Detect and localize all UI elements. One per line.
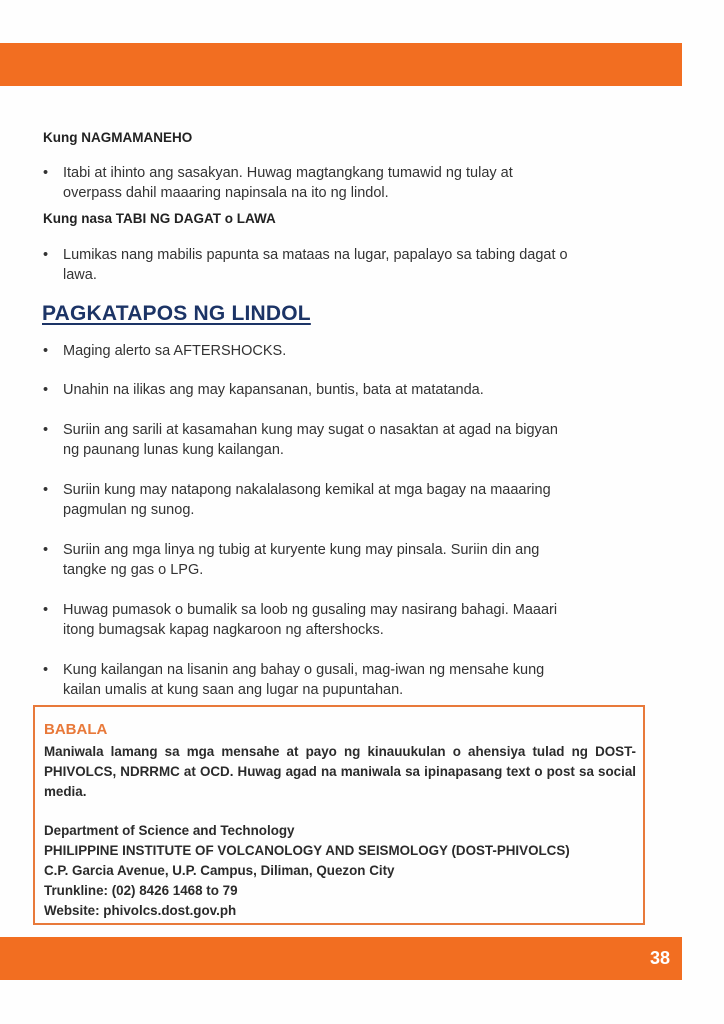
bullet-icon: • xyxy=(43,382,49,398)
bullet-icon: • xyxy=(43,247,49,263)
bullet-text-line: Lumikas nang mabilis papunta sa mataas na lugar, papalayo sa tabing dagat o xyxy=(63,247,568,263)
department-name: Department of Science and Technology xyxy=(44,823,295,838)
driving-heading: Kung NAGMAMANEHO xyxy=(43,130,193,145)
warning-title: BABALA xyxy=(44,721,108,738)
bullet-text-line: ng paunang lunas kung kailangan. xyxy=(63,442,284,458)
institute-name: PHILIPPINE INSTITUTE OF VOLCANOLOGY AND SEISMOLOGY (DOST-PHIVOLCS) xyxy=(44,843,570,858)
section-title: PAGKATAPOS NG LINDOL xyxy=(42,302,311,325)
bullet-text-line: lawa. xyxy=(63,267,97,283)
trunkline: Trunkline: (02) 8426 1468 to 79 xyxy=(44,883,238,898)
bullet-icon: • xyxy=(43,482,49,498)
bullet-text-line: overpass dahil maaaring napinsala na ito ng lindol. xyxy=(63,185,389,201)
bullet-text-line: Kung kailangan na lisanin ang bahay o gusali, mag-iwan ng mensahe kung xyxy=(63,662,545,678)
bullet-text-line: Unahin na ilikas ang may kapansanan, buntis, bata at matatanda. xyxy=(63,382,484,398)
bullet-icon: • xyxy=(43,422,49,438)
shore-heading: Kung nasa TABI NG DAGAT o LAWA xyxy=(43,211,276,226)
warning-message: Maniwala lamang sa mga mensahe at payo ng kinauukulan o ahensiya tulad ng DOST-PHIVOLCS, NDRRMC at OCD. Huwag agad na maniwala sa ipinapasang text o post sa social media. xyxy=(44,744,636,799)
address: C.P. Garcia Avenue, U.P. Campus, Diliman, Quezon City xyxy=(44,863,395,878)
bullet-icon: • xyxy=(43,165,49,181)
bullet-text-line: Huwag pumasok o bumalik sa loob ng gusaling may nasirang bahagi. Maaari xyxy=(63,602,558,618)
bullet-text-line: Suriin kung may natapong nakalalasong kemikal at mga bagay na maaaring xyxy=(63,482,551,498)
warning-box xyxy=(33,705,645,925)
header-bar xyxy=(0,43,682,86)
bullet-icon: • xyxy=(43,602,49,618)
bullet-text-line: itong bumagsak kapag nagkaroon ng aftershocks. xyxy=(63,622,384,638)
bullet-text-line: Itabi at ihinto ang sasakyan. Huwag magtangkang tumawid ng tulay at xyxy=(63,165,513,181)
bullet-text-line: kailan umalis at kung saan ang lugar na pupuntahan. xyxy=(63,682,404,698)
bullet-icon: • xyxy=(43,662,49,678)
page-number: 38 xyxy=(649,948,670,968)
bullet-text-line: tangke ng gas o LPG. xyxy=(63,562,204,578)
footer-bar xyxy=(0,937,682,980)
bullet-text-line: Maging alerto sa AFTERSHOCKS. xyxy=(63,343,287,359)
bullet-icon: • xyxy=(43,542,49,558)
bullet-text-line: pagmulan ng sunog. xyxy=(63,502,195,518)
bullet-icon: • xyxy=(43,343,49,359)
bullet-text-line: Suriin ang mga linya ng tubig at kuryente kung may pinsala. Suriin din ang xyxy=(63,542,540,558)
website: Website: phivolcs.dost.gov.ph xyxy=(44,903,237,918)
bullet-text-line: Suriin ang sarili at kasamahan kung may sugat o nasaktan at agad na bigyan xyxy=(63,422,558,438)
